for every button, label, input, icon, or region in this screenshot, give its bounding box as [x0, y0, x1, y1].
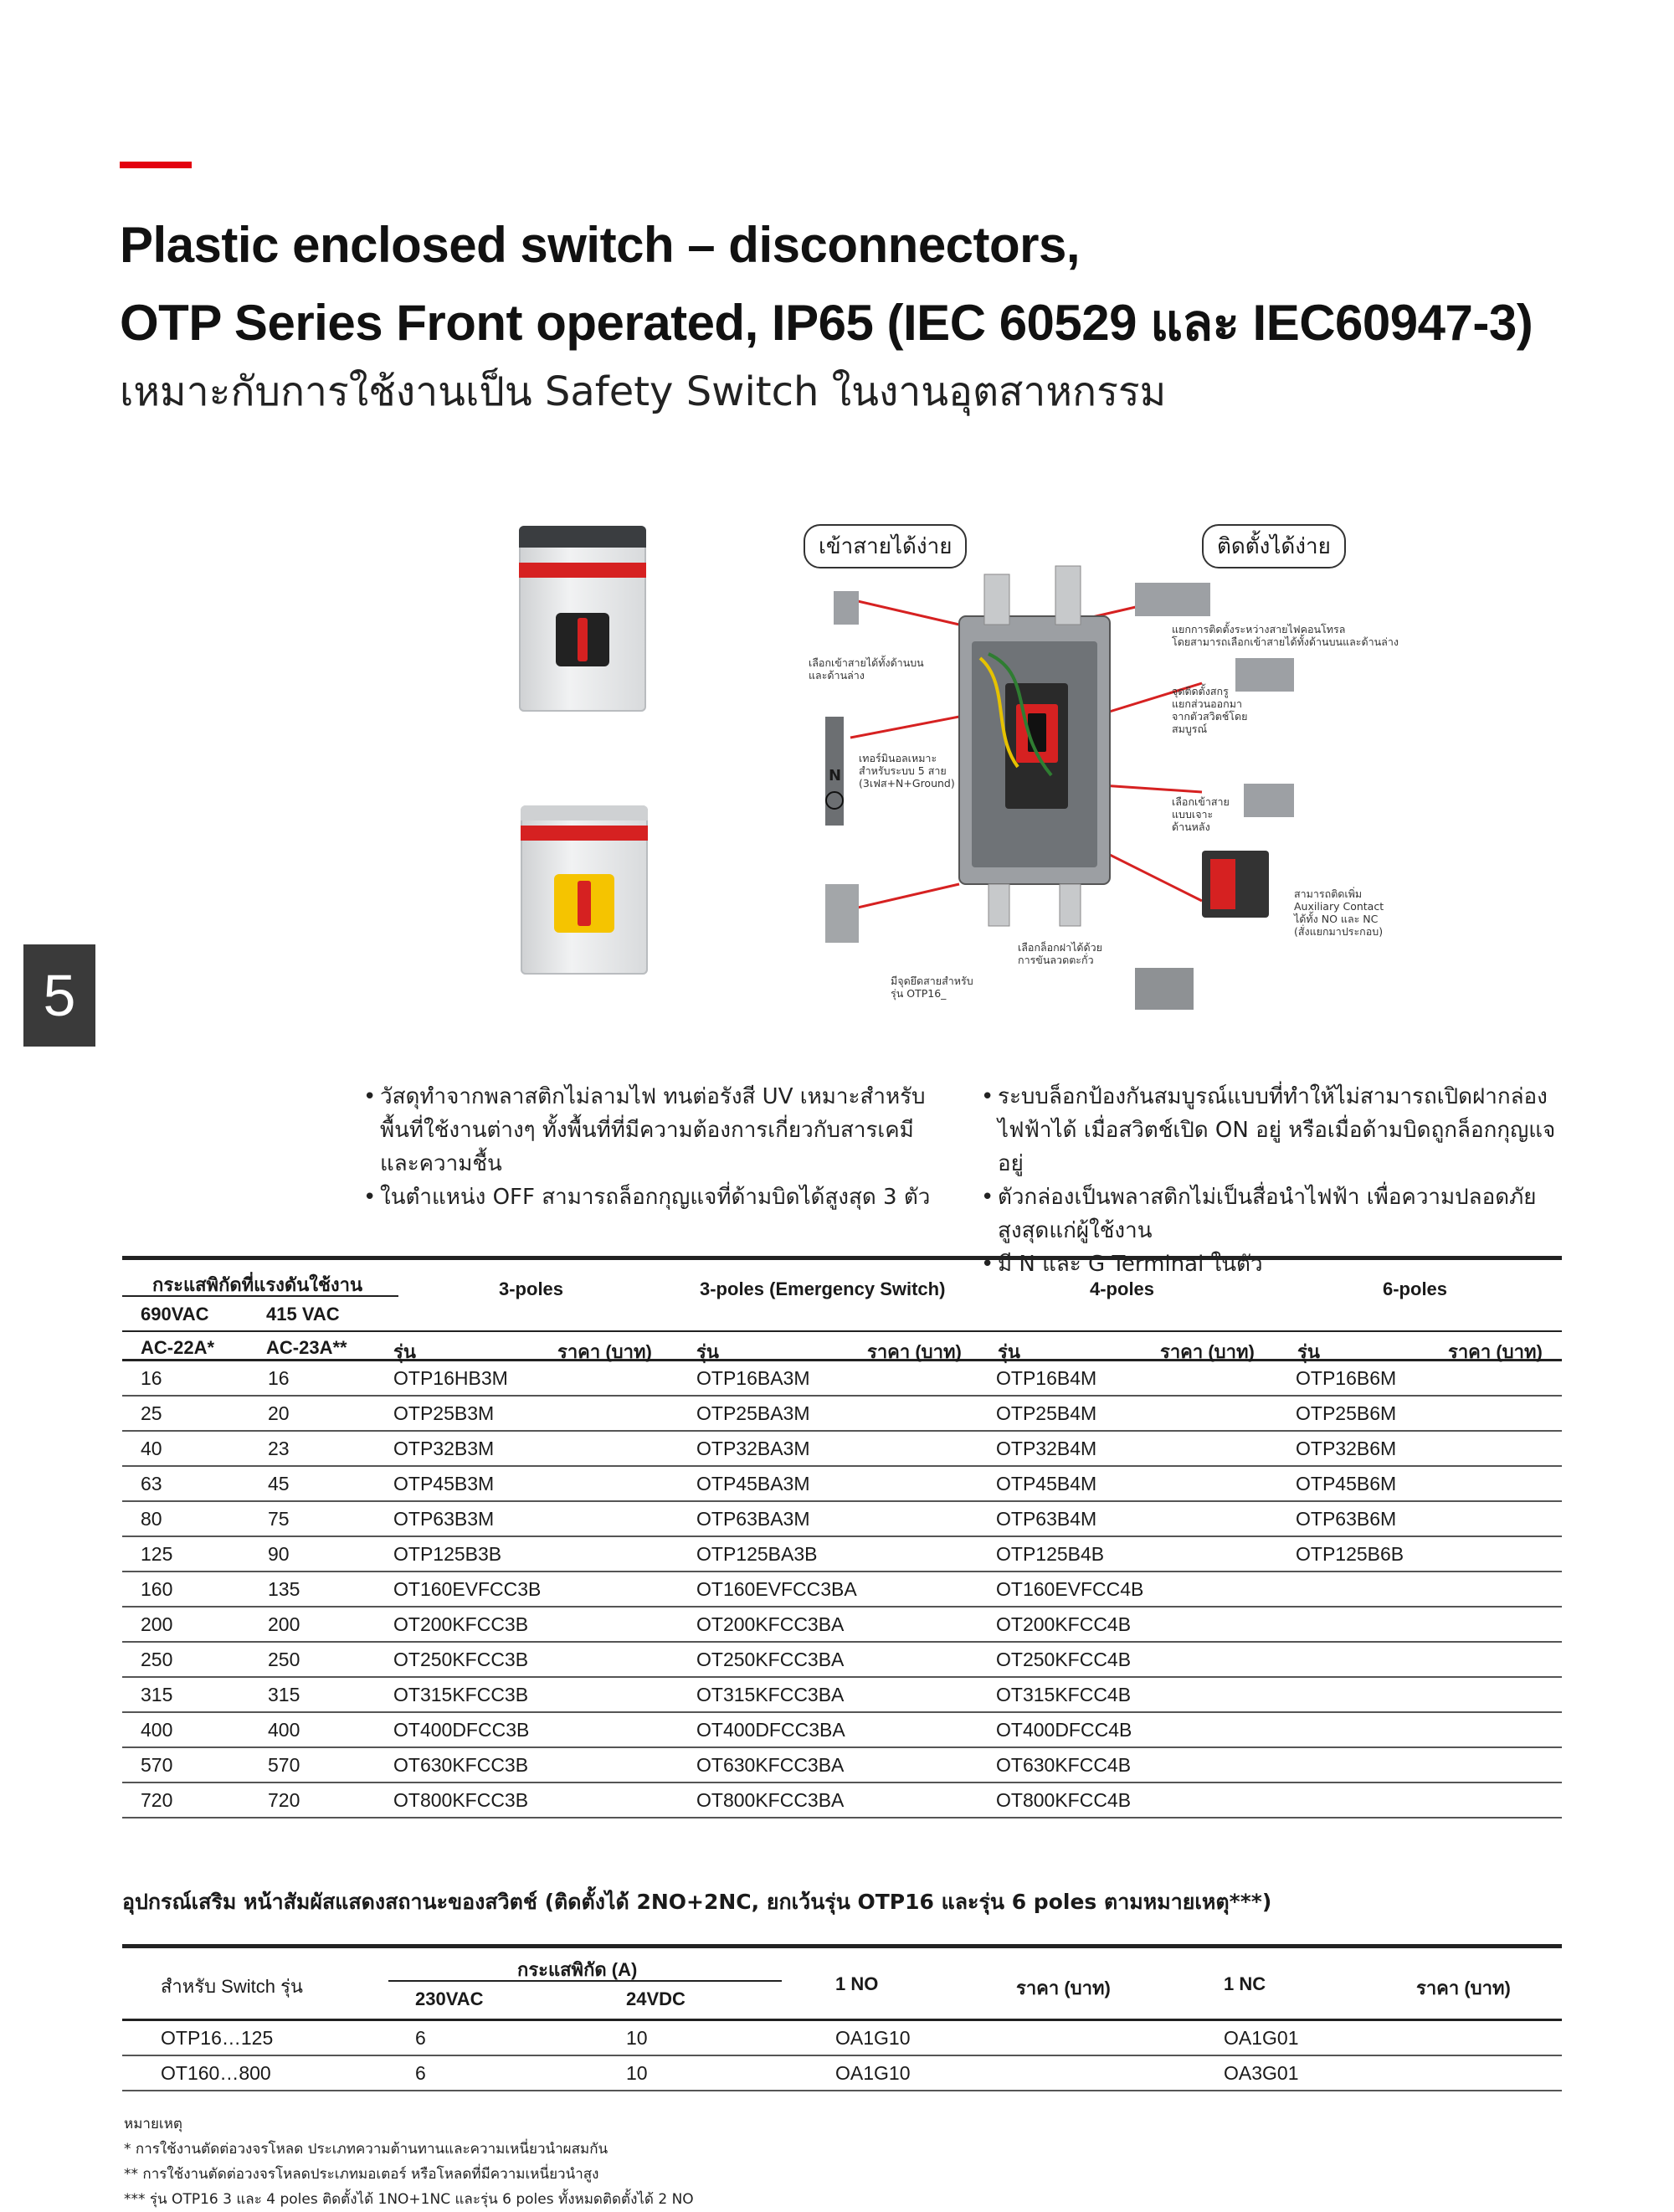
feature-item: • มี N และ G Terminal ในตัว [981, 1247, 1567, 1281]
cell-ac23a: 16 [249, 1361, 375, 1397]
cell-ac22a: 125 [122, 1536, 249, 1572]
cell-model-3pe: OTP32BA3M [678, 1431, 978, 1466]
footnotes [124, 2112, 694, 2212]
header-3poles: 3-poles [499, 1278, 564, 1299]
feature-item: • ระบบล็อกป้องกันสมบูรณ์แบบที่ทำให้ไม่สามารถเปิดฝากล่องไฟฟ้าได้ เมื่อสวิตช์เปิด ON อยู่ หรือเมื่อด้ามบิดถูกล็อกกุญแจอยู่ [981, 1080, 1567, 1181]
cell-model-4p: OT315KFCC4B [978, 1677, 1277, 1712]
header-price-no: ราคา (บาท) [1016, 1978, 1111, 1999]
header-230vac: 230VAC [415, 1988, 484, 2009]
cell-model-3p: OT315KFCC3B [375, 1677, 678, 1712]
cell-model-6p: OTP16B6M [1277, 1361, 1562, 1397]
accessory-table-body [122, 2019, 1562, 2091]
cell-model-4p: OTP45B4M [978, 1466, 1277, 1501]
cell-model-4p: OTP25B4M [978, 1396, 1277, 1431]
header-4poles: 4-poles [1090, 1278, 1155, 1299]
cell-model-4p: OT160EVFCC4B [978, 1572, 1277, 1607]
cell-model-3p: OT250KFCC3B [375, 1642, 678, 1677]
label-clamp-otp16: มีจุดยึดสายสำหรับ รุ่น OTP16_ [891, 975, 973, 1000]
cell-model-3p: OT630KFCC3B [375, 1747, 678, 1782]
feature-item: • ในตำแหน่ง OFF สามารถล็อกกุญแจที่ด้ามบิดได้สูงสุด 3 ตัว [363, 1181, 949, 1214]
cell-model-3p: OT200KFCC3B [375, 1607, 678, 1642]
cell-model-4p: OTP125B4B [978, 1536, 1277, 1572]
table-row [122, 1361, 1562, 1397]
n-terminal-symbol: N [829, 767, 842, 784]
cell-model-6p: OTP32B6M [1277, 1431, 1562, 1466]
cell-ac22a: 16 [122, 1361, 249, 1397]
cell-ac23a: 23 [249, 1431, 375, 1466]
cell-model-3p: OTP63B3M [375, 1501, 678, 1536]
table-row [122, 1747, 1562, 1782]
cell-model-6p [1277, 1712, 1562, 1747]
accessory-table [122, 1944, 1562, 2091]
cell-model-4p: OTP16B4M [978, 1361, 1277, 1397]
cell-model-4p: OT200KFCC4B [978, 1607, 1277, 1642]
cell-ac22a: 40 [122, 1431, 249, 1466]
cell-switch-model: OT160…800 [122, 2055, 415, 2091]
label-aux-contact: สามารถติดเพิ่ม Auxiliary Contact ได้ทั้ง NO และ NC (สั่งแยกมาประกอบ) [1294, 887, 1384, 938]
table-row [122, 1712, 1562, 1747]
cell-model-3pe: OTP63BA3M [678, 1501, 978, 1536]
price-table-header [122, 1260, 1562, 1362]
cell-1nc: OA3G01 [1224, 2055, 1562, 2091]
cell-model-6p: OTP45B6M [1277, 1466, 1562, 1501]
page-title-line1: Plastic enclosed switch – disconnectors, [120, 217, 1081, 273]
feature-list-right [981, 1080, 1567, 1281]
cell-24vdc: 10 [626, 2020, 835, 2056]
table-row [122, 1396, 1562, 1431]
feature-diagram [800, 516, 1436, 1010]
cell-model-6p: OTP125B6B [1277, 1536, 1562, 1572]
callout-easy-install: ติดตั้งได้ง่าย [1202, 524, 1346, 568]
cell-230vac: 6 [415, 2020, 626, 2056]
cell-24vdc: 10 [626, 2055, 835, 2091]
header-rated-current-a: กระแสพิกัด (A) [517, 1959, 638, 1980]
cell-ac22a: 25 [122, 1396, 249, 1431]
page-title-line2: OTP Series Front operated, IP65 (IEC 60529 และ IEC60947-3) [120, 295, 1533, 351]
header-price-4p: ราคา (บาท) [1160, 1341, 1255, 1362]
cell-model-3p: OTP16HB3M [375, 1361, 678, 1397]
cell-ac23a: 90 [249, 1536, 375, 1572]
cell-ac22a: 720 [122, 1782, 249, 1818]
cell-model-6p [1277, 1677, 1562, 1712]
price-table [122, 1256, 1562, 1818]
cell-model-4p: OTP63B4M [978, 1501, 1277, 1536]
header-switch-model: สำหรับ Switch รุ่น [161, 1976, 303, 1997]
label-terminal-5wire: เทอร์มินอลเหมาะ สำหรับระบบ 5 สาย (3เฟส+N+Ground) [859, 752, 955, 790]
cell-model-3p: OTP25B3M [375, 1396, 678, 1431]
cell-ac23a: 75 [249, 1501, 375, 1536]
table-row [122, 1607, 1562, 1642]
accessory-table-header [122, 1948, 1562, 2019]
header-415vac: 415 VAC [266, 1304, 340, 1325]
header-model-3p: รุ่น [393, 1341, 416, 1362]
cell-model-3pe: OT200KFCC3BA [678, 1607, 978, 1642]
cell-model-3pe: OT250KFCC3BA [678, 1642, 978, 1677]
header-3poles-emergency: 3-poles (Emergency Switch) [700, 1278, 946, 1299]
cell-model-3pe: OT630KFCC3BA [678, 1747, 978, 1782]
accent-bar [120, 162, 192, 168]
table-row [122, 1501, 1562, 1536]
cell-model-3p: OT400DFCC3B [375, 1712, 678, 1747]
cell-model-3pe: OTP16BA3M [678, 1361, 978, 1397]
table-row [122, 1782, 1562, 1818]
cell-model-6p: OTP63B6M [1277, 1501, 1562, 1536]
cell-model-3p: OTP45B3M [375, 1466, 678, 1501]
cell-1no: OA1G10 [835, 2055, 1224, 2091]
cell-ac23a: 200 [249, 1607, 375, 1642]
chapter-tab [23, 944, 95, 1047]
table-row [122, 1431, 1562, 1466]
cell-model-3pe: OT800KFCC3BA [678, 1782, 978, 1818]
cell-model-3p: OT800KFCC3B [375, 1782, 678, 1818]
product-image-emergency-handle [521, 805, 648, 975]
cell-model-3pe: OT315KFCC3BA [678, 1677, 978, 1712]
cell-model-6p [1277, 1747, 1562, 1782]
header-model-4p: รุ่น [998, 1341, 1020, 1362]
label-cable-gland-top: แยกการติดตั้งระหว่างสายไฟคอนโทรล โดยสามารถเลือกเข้าสายได้ทั้งด้านบนและด้านล่าง [1172, 623, 1399, 648]
feature-list-left [363, 1080, 949, 1214]
cell-model-4p: OT630KFCC4B [978, 1747, 1277, 1782]
cell-ac22a: 250 [122, 1642, 249, 1677]
header-rated-current: กระแสพิกัดที่แรงดันใช้งาน [152, 1274, 363, 1295]
header-model-3pe: รุ่น [696, 1341, 719, 1362]
header-24vdc: 24VDC [626, 1988, 686, 2009]
cell-model-3pe: OT400DFCC3BA [678, 1712, 978, 1747]
cell-230vac: 6 [415, 2055, 626, 2091]
header-price-3p: ราคา (บาท) [557, 1341, 652, 1362]
table-row [122, 1642, 1562, 1677]
header-ac22a: AC-22A* [141, 1337, 215, 1358]
cell-model-4p: OT250KFCC4B [978, 1642, 1277, 1677]
cell-ac22a: 400 [122, 1712, 249, 1747]
cell-ac22a: 200 [122, 1607, 249, 1642]
footnote: *** รุ่น OTP16 3 และ 4 poles ติดตั้งได้ 1NO+1NC และรุ่น 6 poles ทั้งหมดติดตั้งได้ 2 NO [124, 2191, 694, 2208]
cell-model-3pe: OTP25BA3M [678, 1396, 978, 1431]
cell-switch-model: OTP16…125 [122, 2020, 415, 2056]
header-1nc: 1 NC [1224, 1973, 1266, 1994]
callout-easy-wiring: เข้าสายได้ง่าย [804, 524, 967, 568]
cell-model-6p [1277, 1572, 1562, 1607]
cell-ac22a: 570 [122, 1747, 249, 1782]
cell-ac22a: 315 [122, 1677, 249, 1712]
header-6poles: 6-poles [1383, 1278, 1448, 1299]
header-1no: 1 NO [835, 1973, 879, 1994]
table-row [122, 1677, 1562, 1712]
cell-ac23a: 570 [249, 1747, 375, 1782]
page-subtitle: เหมาะกับการใช้งานเป็น Safety Switch ในงานอุตสาหกรรม [120, 368, 1167, 415]
cell-model-3p: OT160EVFCC3B [375, 1572, 678, 1607]
label-lock-option: เลือกล็อกฝาได้ด้วย การขันลวดตะกั่ว [1018, 941, 1102, 966]
cell-ac23a: 400 [249, 1712, 375, 1747]
footnote: * การใช้งานตัดต่อวงจรโหลด ประเภทความต้านทานและความเหนี่ยวนำผสมกัน [124, 2141, 608, 2158]
accessory-heading: อุปกรณ์เสริม หน้าสัมผัสแสดงสถานะของสวิตช์ (ติดตั้งได้ 2NO+2NC, ยกเว้นรุ่น OTP16 และรุ่น 6 poles ตามหมายเหตุ***) [122, 1890, 1272, 1914]
cell-model-3pe: OTP125BA3B [678, 1536, 978, 1572]
product-image-black-handle [519, 526, 646, 712]
cell-ac23a: 135 [249, 1572, 375, 1607]
cell-model-6p [1277, 1782, 1562, 1818]
cell-ac23a: 20 [249, 1396, 375, 1431]
cell-ac22a: 63 [122, 1466, 249, 1501]
header-690vac: 690VAC [141, 1304, 209, 1325]
table-row [122, 2020, 1562, 2056]
cell-ac22a: 160 [122, 1572, 249, 1607]
cell-ac22a: 80 [122, 1501, 249, 1536]
cell-model-3p: OTP125B3B [375, 1536, 678, 1572]
header-ac23a: AC-23A** [266, 1337, 347, 1358]
chapter-number: 5 [43, 963, 76, 1028]
cell-model-4p: OT400DFCC4B [978, 1712, 1277, 1747]
cell-ac23a: 315 [249, 1677, 375, 1712]
header-price-nc: ราคา (บาท) [1416, 1978, 1511, 1999]
header-price-3pe: ราคา (บาท) [867, 1341, 962, 1362]
table-row [122, 1572, 1562, 1607]
table-row [122, 1466, 1562, 1501]
cell-1no: OA1G10 [835, 2020, 1224, 2056]
cell-model-3p: OTP32B3M [375, 1431, 678, 1466]
cell-model-4p: OT800KFCC4B [978, 1782, 1277, 1818]
cell-ac23a: 250 [249, 1642, 375, 1677]
cell-model-4p: OTP32B4M [978, 1431, 1277, 1466]
cell-ac23a: 45 [249, 1466, 375, 1501]
cell-model-3pe: OTP45BA3M [678, 1466, 978, 1501]
feature-item: • วัสดุทำจากพลาสติกไม่ลามไฟ ทนต่อรังสี UV เหมาะสำหรับพื้นที่ใช้งานต่างๆ ทั้งพื้นที่ที่มีความต้องการเกี่ยวกับสารเคมีและความชื้น [363, 1080, 949, 1181]
header-model-6p: รุ่น [1297, 1341, 1320, 1362]
header-price-6p: ราคา (บาท) [1448, 1341, 1543, 1362]
footnote: ** การใช้งานตัดต่อวงจรโหลดประเภทมอเตอร์ หรือโหลดที่มีความเหนี่ยวนำสูง [124, 2166, 599, 2183]
cell-model-6p [1277, 1607, 1562, 1642]
cell-model-3pe: OT160EVFCC3BA [678, 1572, 978, 1607]
feature-item: • ตัวกล่องเป็นพลาสติกไม่เป็นสื่อนำไฟฟ้า เพื่อความปลอดภัยสูงสุดแก่ผู้ใช้งาน [981, 1181, 1567, 1247]
label-top-bottom-entry: เลือกเข้าสายได้ทั้งด้านบน และด้านล่าง [809, 656, 924, 682]
footnotes-title: หมายเหตุ [124, 2116, 182, 2132]
table-row [122, 2055, 1562, 2091]
label-rear-entry: เลือกเข้าสาย แบบเจาะ ด้านหลัง [1172, 795, 1230, 833]
cell-1nc: OA1G01 [1224, 2020, 1562, 2056]
cell-ac23a: 720 [249, 1782, 375, 1818]
table-row [122, 1536, 1562, 1572]
label-mounting-point: จุดติดตั้งสกรู แยกส่วนออกมา จากตัวสวิตช์โดย สมบูรณ์ [1172, 685, 1248, 735]
cell-model-6p: OTP25B6M [1277, 1396, 1562, 1431]
cell-model-6p [1277, 1642, 1562, 1677]
price-table-body [122, 1359, 1562, 1818]
